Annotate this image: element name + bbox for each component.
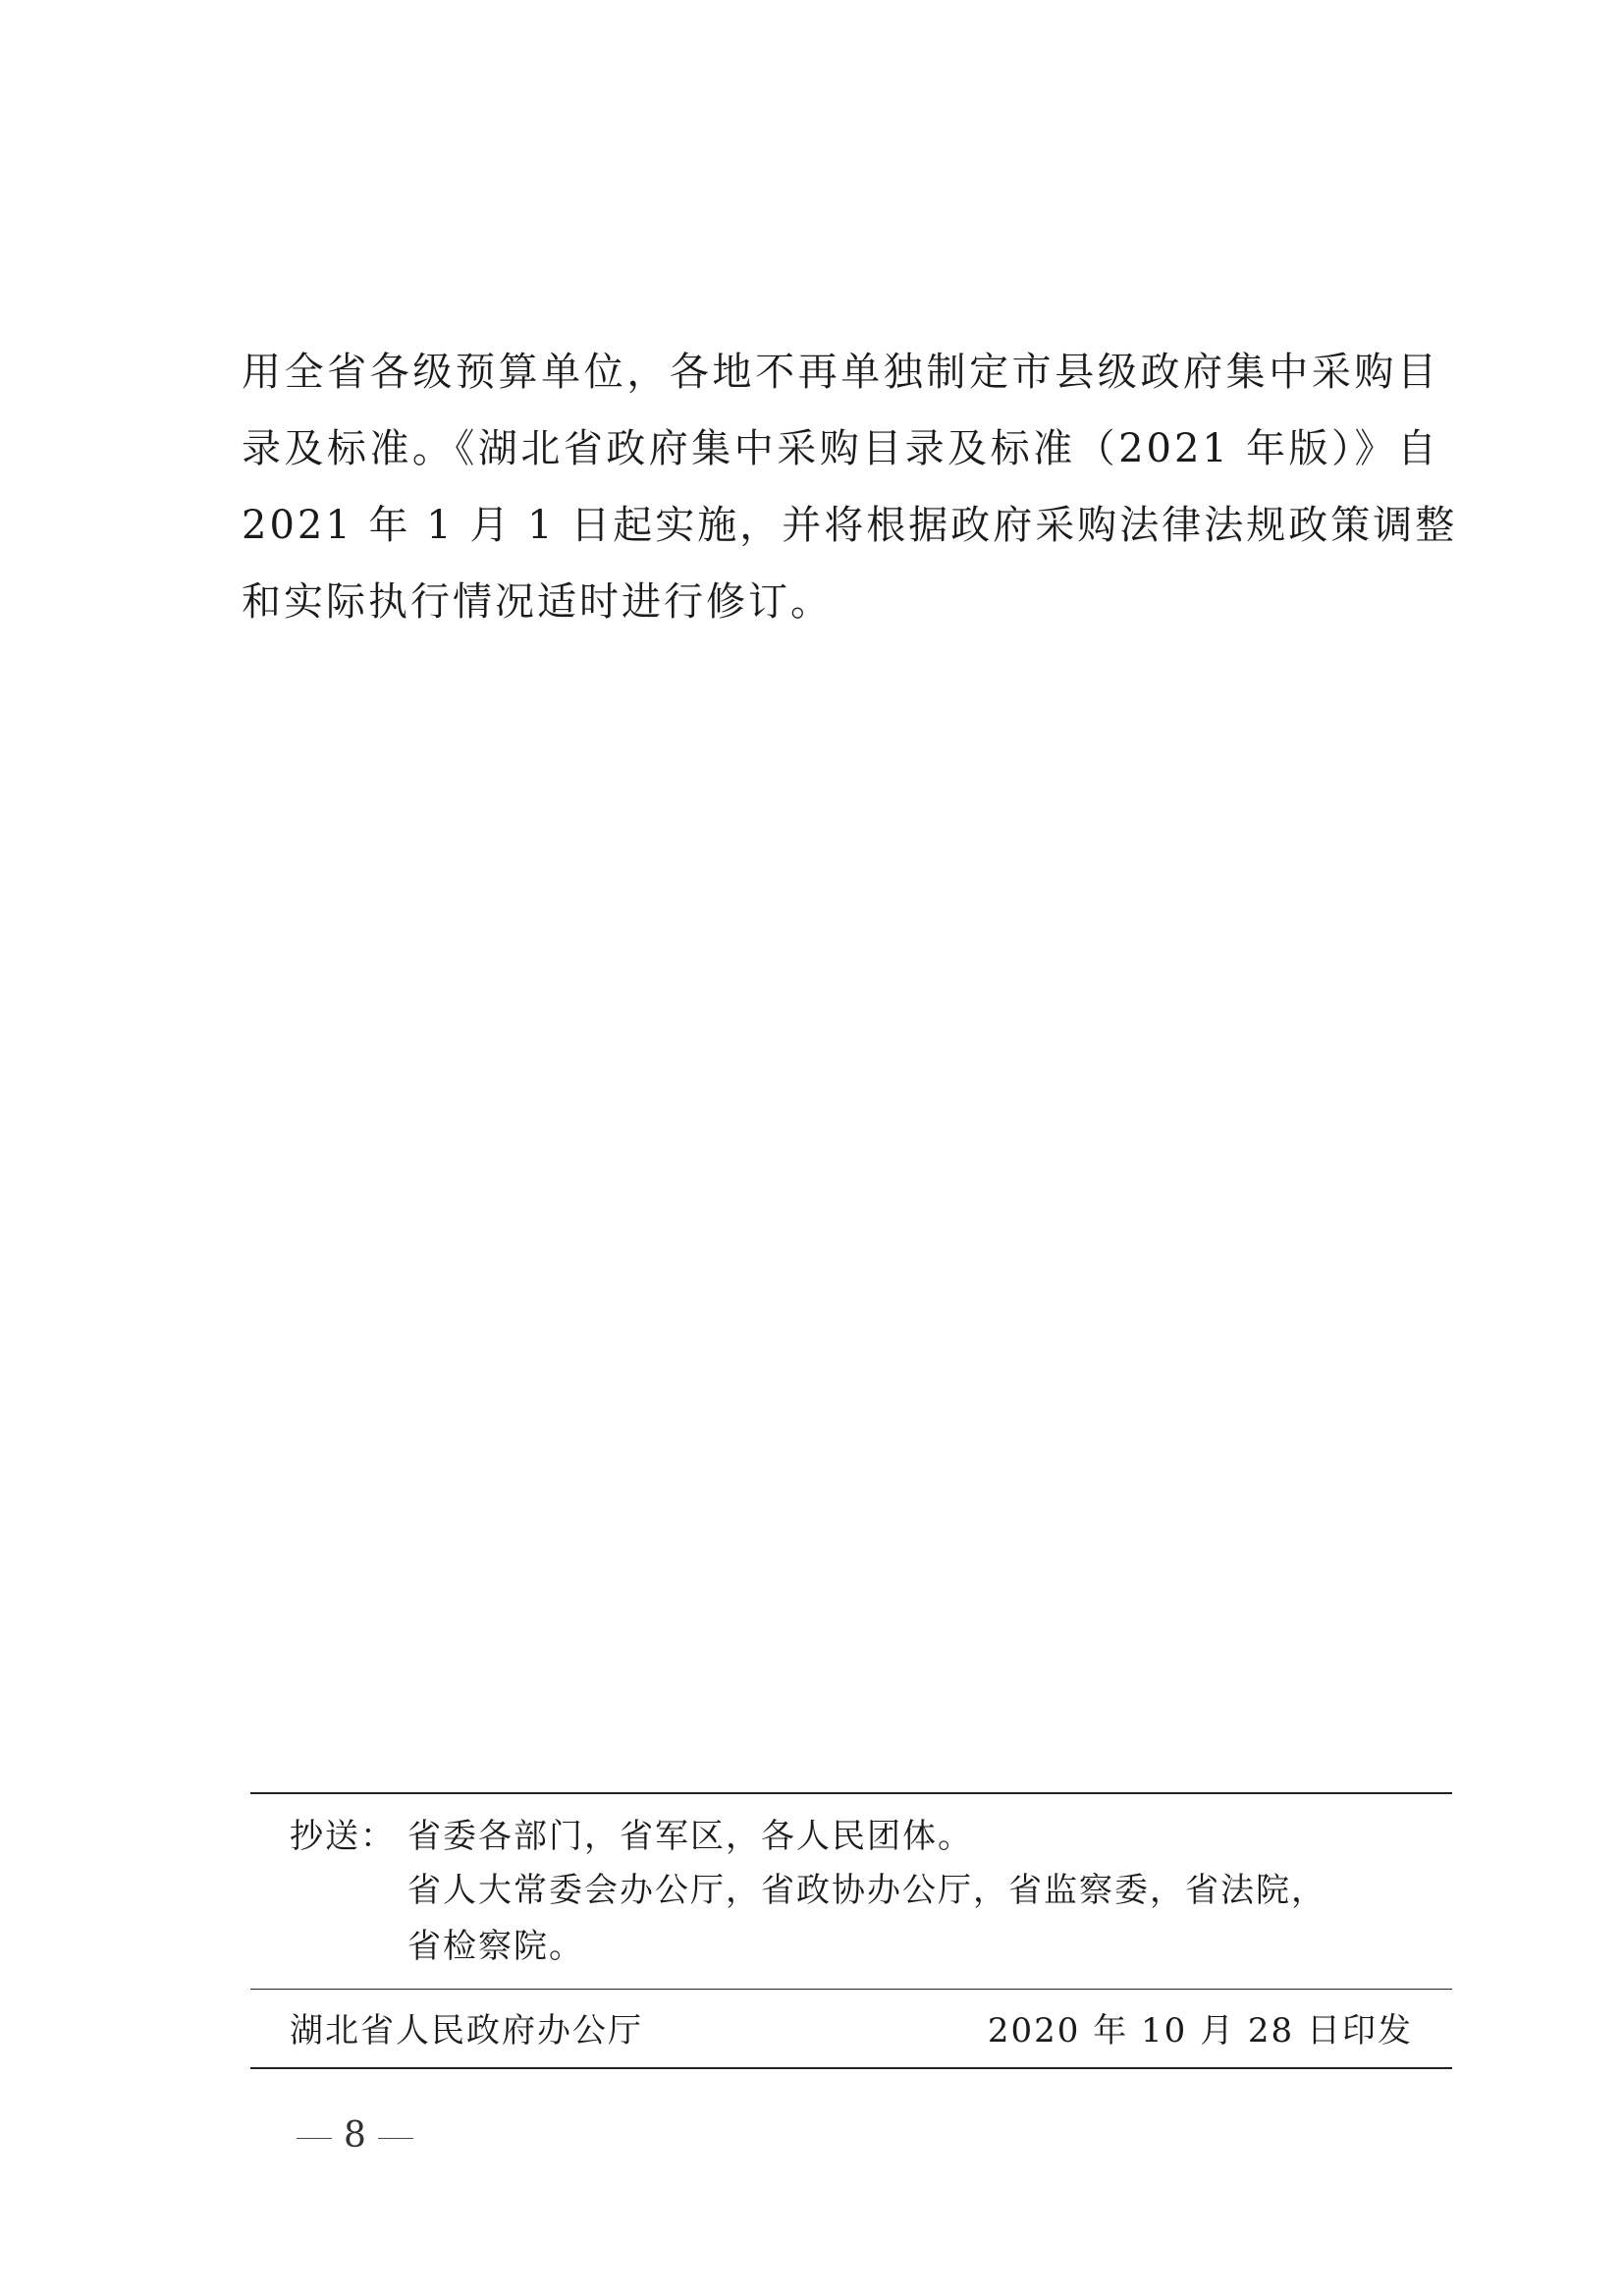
body-line: 录及标准。《湖北省政府集中采购目录及标准（2021 年版）》自 <box>242 426 1439 471</box>
page-number-right-dash <box>378 2138 413 2139</box>
issuing-office: 湖北省人民政府办公厅 <box>290 2011 643 2050</box>
cc-recipients-line: 省检察院。 <box>407 1927 584 1966</box>
page-number <box>285 2111 425 2160</box>
body-line: 和实际执行情况适时进行修订。 <box>242 579 833 625</box>
cc-recipients-line: 省委各部门，省军区，各人民团体。 <box>407 1817 973 1856</box>
page-number-value: 8 <box>344 2115 366 2156</box>
issue-date: 2020 年 10 月 28 日印发 <box>987 2011 1413 2050</box>
footer-bottom-rule <box>250 2067 1452 2069</box>
cc-label: 抄送： <box>290 1817 396 1856</box>
cc-recipients-line: 省人大常委会办公厅，省政协办公厅，省监察委，省法院， <box>407 1871 1326 1910</box>
footer-top-rule <box>250 1792 1452 1794</box>
body-paragraph <box>242 334 1458 640</box>
footer-middle-rule <box>250 1989 1452 1990</box>
page-number-left-dash <box>297 2138 332 2139</box>
body-line: 用全省各级预算单位，各地不再单独制定市县级政府集中采购目 <box>242 350 1439 395</box>
body-line: 2021 年 1 月 1 日起实施，并将根据政府采购法律法规政策调整 <box>242 503 1458 548</box>
